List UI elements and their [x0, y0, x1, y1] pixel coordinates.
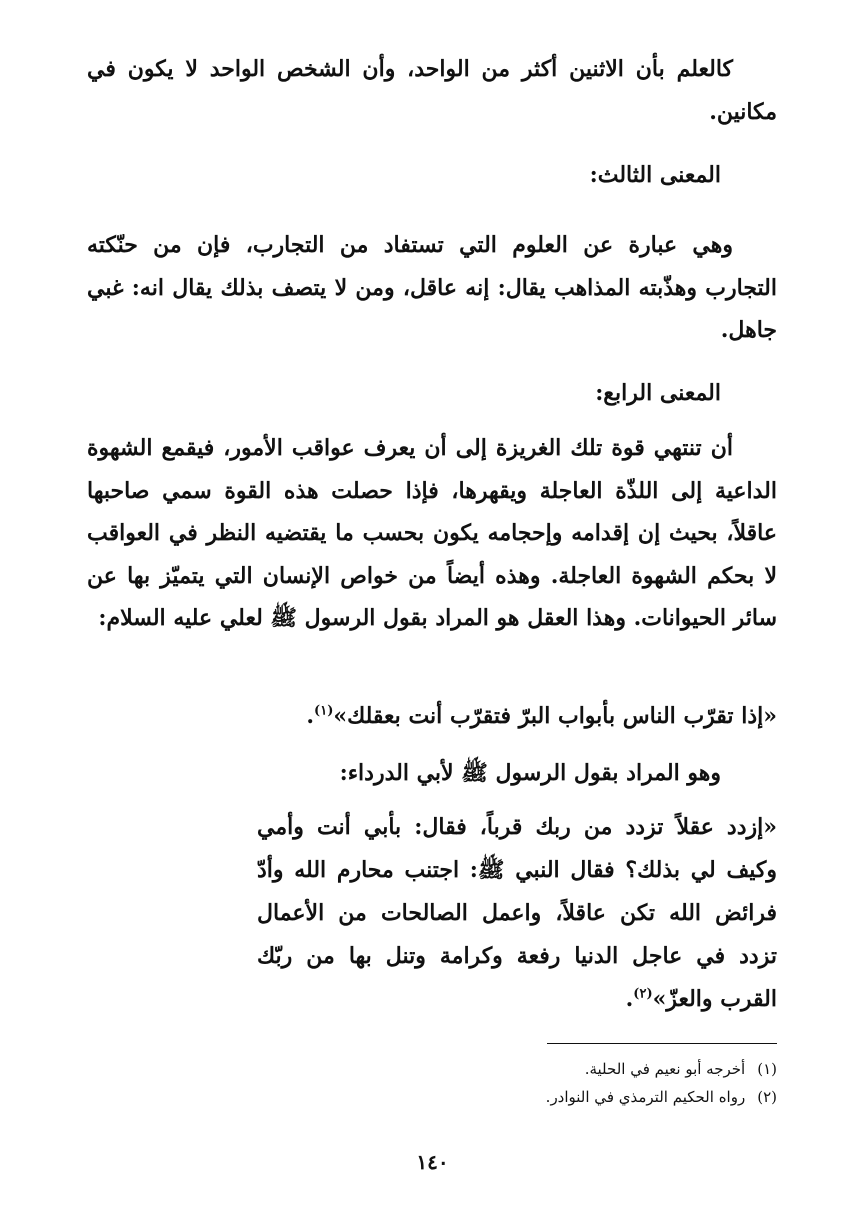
- heading-fourth-meaning: المعنى الرابع:: [595, 380, 721, 406]
- footnote-ref-2: (٢): [633, 986, 653, 1002]
- footnote-number: (٢): [757, 1088, 777, 1106]
- footnote-divider: [547, 1043, 777, 1044]
- footnote-text: أخرجه أبو نعيم في الحلية.: [584, 1060, 746, 1078]
- footnote-number: (١): [757, 1060, 777, 1078]
- heading-third-meaning: المعنى الثالث:: [589, 162, 721, 188]
- hadith-quote-2-text: «إزدد عقلاً تزدد من ربك قرباً، فقال: بأبي أنت وأمي وكيف لي بذلك؟ فقال النبي ﷺ: اجتنب محارم الله وأدّ فرائض الله تكن عاقلاً، واعمل الصالحات من الأعمال تزدد في عاجل الدنيا رفعة وكرامة وتنل بها من ربّك القرب والعزّ»: [257, 814, 777, 1012]
- paragraph-intro: كالعلم بأن الاثنين أكثر من الواحد، وأن الشخص الواحد لا يكون في مكانين.: [87, 56, 777, 125]
- paragraph-third-meaning: وهي عبارة عن العلوم التي تستفاد من التجارب، فإن من حنّكته التجارب وهذّبته المذاهب يقال: إنه عاقل، ومن لا يتصف بذلك يقال انه: غبي جاهل.: [87, 232, 777, 343]
- paragraph-fourth-meaning: أن تنتهي قوة تلك الغريزة إلى أن يعرف عواقب الأمور، فيقمع الشهوة الداعية إلى اللذّة العاجلة ويقهرها، فإذا حصلت هذه القوة سمي صاحبها عاقلاً، بحيث إن إقدامه وإحجامه يكون بحسب ما يقتضيه النظر في العواقب لا بحكم الشهوة العاجلة. وهذه أيضاً من خواص الإنسان التي يتميّز بها عن سائر الحيوانات. وهذا العقل هو المراد بقول الرسول ﷺ لعلي عليه السلام:: [87, 435, 777, 631]
- footnote-item: [277, 1055, 777, 1083]
- hadith-quote-1: [87, 695, 777, 737]
- hadith-quote-1-text: «إذا تقرّب الناس بأبواب البرّ فتقرّب أنت بعقلك»: [333, 703, 777, 729]
- hadith-quote-2: [257, 806, 777, 1021]
- footnote-item: [277, 1083, 777, 1111]
- hadith-quote-1-end: .: [306, 703, 315, 729]
- hadith-quote-2-end: .: [625, 986, 634, 1012]
- paragraph-abu-darda: وهو المراد بقول الرسول ﷺ لأبي الدرداء:: [339, 760, 721, 786]
- footnotes: [277, 1055, 777, 1111]
- footnote-ref-1: (١): [314, 703, 334, 719]
- page-number: ١٤٠: [416, 1150, 449, 1174]
- footnote-text: رواه الحكيم الترمذي في النوادر.: [545, 1088, 746, 1106]
